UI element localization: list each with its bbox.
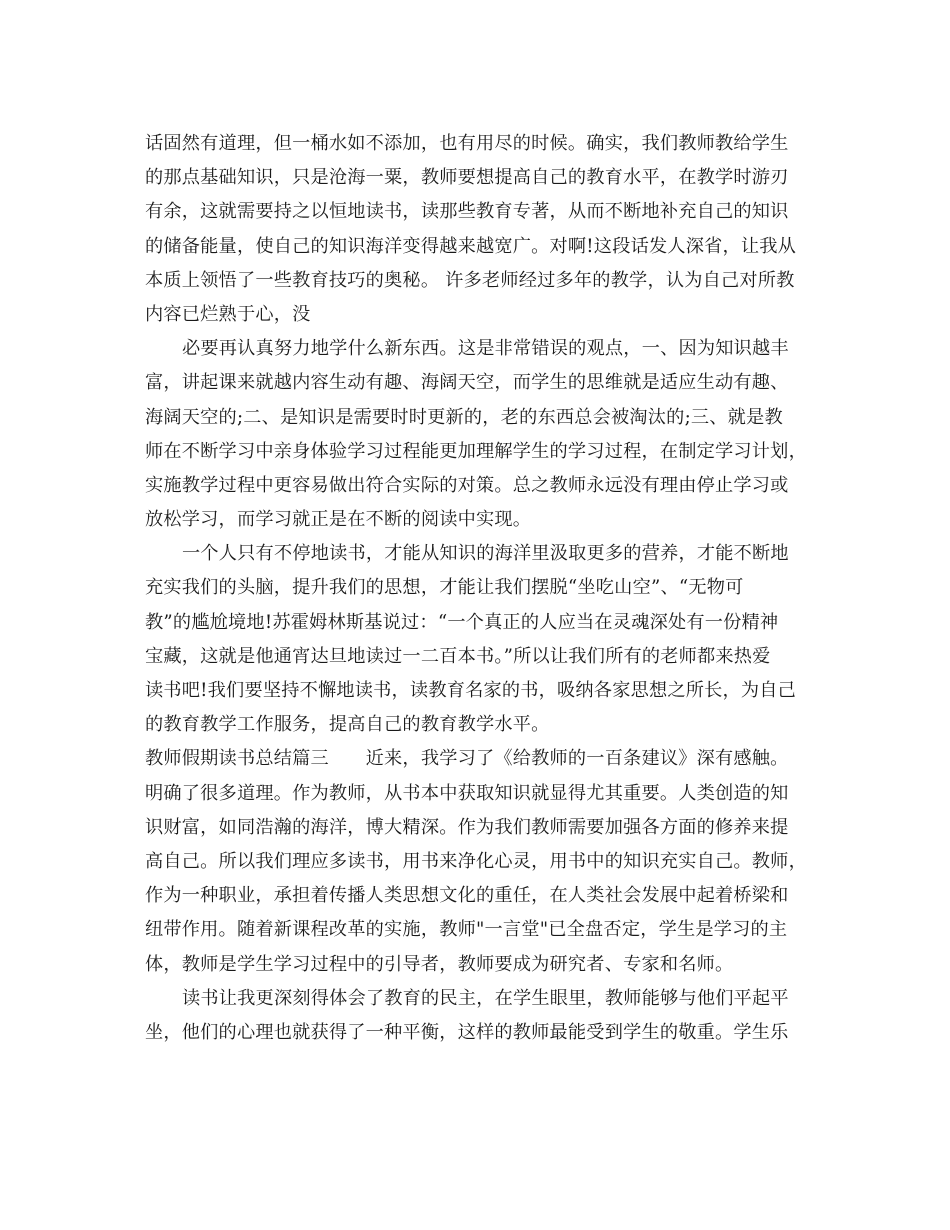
- text-line: 的储备能量，使自己的知识海洋变得越来越宽广。对啊!这段话发人深省，让我从: [145, 235, 797, 257]
- text-line: 纽带作用。随着新课程改革的实施，教师"一言堂"已全盘否定，学生是学习的主: [145, 919, 788, 941]
- text-line: 实施教学过程中更容易做出符合实际的对策。总之教师永远没有理由停止学习或: [145, 474, 789, 496]
- text-line: 宝藏，这就是他通宵达旦地读过一二百本书。”所以让我们所有的老师都来热爱: [145, 645, 771, 667]
- text-line: 明确了很多道理。作为教师，从书本中获取知识就显得尤其重要。人类创造的知: [145, 782, 789, 804]
- text-line: 师在不断学习中亲身体验学习过程能更加理解学生的学习过程，在制定学习计划，: [145, 440, 807, 462]
- text-line: 有余，这就需要持之以恒地读书，读那些教育专著，从而不断地补充自己的知识: [145, 201, 789, 223]
- text-line: 放松学习，而学习就正是在不断的阅读中实现。: [145, 509, 532, 531]
- text-line: 的教育教学工作服务，提高自己的教育教学水平。: [145, 714, 550, 736]
- text-line: 高自己。所以我们理应多读书，用书来净化心灵，用书中的知识充实自己。教师，: [145, 850, 807, 872]
- text-line: 体，教师是学生学习过程中的引导者，教师要成为研究者、专家和名师。: [145, 953, 734, 975]
- text-line: 识财富，如同浩瀚的海洋，博大精深。作为我们教师需要加强各方面的修养来提: [145, 816, 789, 838]
- text-line: 内容已烂熟于心，没: [145, 303, 311, 325]
- text-line: 坐，他们的心理也就获得了一种平衡，这样的教师最能受到学生的敬重。学生乐: [145, 1021, 789, 1043]
- text-line: 的那点基础知识，只是沧海一粟，教师要想提高自己的教育水平，在教学时游刃: [145, 167, 789, 189]
- text-line: 充实我们的头脑，提升我们的思想，才能让我们摆脱“坐吃山空”、“无物可: [145, 577, 744, 599]
- text-line: 一个人只有不停地读书，才能从知识的海洋里汲取更多的营养，才能不断地: [182, 543, 789, 565]
- text-line: 话固然有道理，但一桶水如不添加，也有用尽的时候。确实，我们教师教给学生: [145, 133, 789, 154]
- text-line: 教”的尴尬境地!苏霍姆林斯基说过：“一个真正的人应当在灵魂深处有一份精神: [145, 611, 779, 633]
- text-line: 作为一种职业，承担着传播人类思想文化的重任，在人类社会发展中起着桥梁和: [145, 885, 789, 907]
- document-body: [145, 127, 810, 1050]
- text-line: 富，讲起课来就越内容生动有趣、海阔天空，而学生的思维就是适应生动有趣、: [145, 372, 789, 394]
- text-line: 读书吧!我们要坚持不懈地读书，读教育名家的书，吸纳各家思想之所长，为自己: [145, 680, 797, 701]
- text-line: 本质上领悟了一些教育技巧的奥秘。 许多老师经过多年的教学，认为自己对所教: [145, 269, 795, 291]
- text-line: 海阔天空的;二、是知识是需要时时更新的，老的东西总会被淘汰的;三、就是教: [145, 406, 783, 428]
- text-line: 必要再认真努力地学什么新东西。这是非常错误的观点，一、因为知识越丰: [182, 338, 789, 360]
- text-line: 读书让我更深刻得体会了教育的民主，在学生眼里，教师能够与他们平起平: [182, 987, 789, 1009]
- text-line: 教师假期读书总结篇三 近来，我学习了《给教师的一百条建议》深有感触。: [145, 748, 789, 770]
